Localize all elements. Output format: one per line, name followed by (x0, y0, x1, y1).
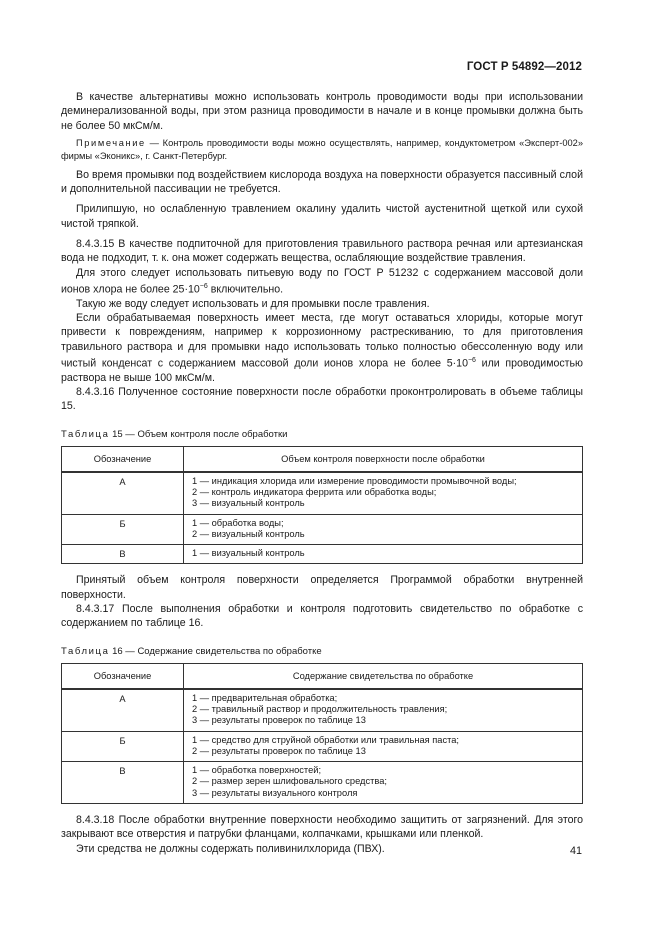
paragraph-accepted-scope: Принятый объем контроля поверхности определяется Программой обработки внутренней поверхности. (61, 574, 583, 601)
paragraph-passive-layer: Во время промывки под воздействием кислорода воздуха на поверхности образуется пассивный слой и дополнительной пассивации не требуется. (61, 168, 583, 196)
paragraph-8-4-3-15: 8.4.3.15 В качестве подпиточной для приготовления травильного раствора речная или артезианская вода не подходит, т. к. она может содержать вещества, ослабляющие воздействие травления. (61, 238, 583, 265)
table-header-scope: Объем контроля поверхности после обработки (184, 446, 583, 472)
table-header-contents: Содержание свидетельства по обработке (184, 663, 583, 689)
document-header: ГОСТ Р 54892—2012 (466, 61, 582, 73)
table-row: В 1 — визуальный контроль (62, 545, 583, 564)
table-row: А 1 — предварительная обработка; 2 — травильный раствор и продолжительность травления; 3 — результаты проверок по таблице 13 (62, 689, 583, 731)
note-text: — Контроль проводимости воды можно осуществлять, например, кондуктометром «Эксперт-002» фирмы «Эконикс», г. Санкт-Петербург. (61, 137, 583, 161)
table-15-caption: Таблица 15 — Объем контроля после обработки (61, 428, 288, 440)
paragraph-pvc: Эти средства не должны содержать поливинилхлорида (ПВХ). (76, 842, 385, 855)
table-header-designation: Обозначение (62, 446, 184, 472)
table-row: Б 1 — обработка воды; 2 — визуальный контроль (62, 514, 583, 545)
paragraph-8-4-3-18: 8.4.3.18 После обработки внутренние поверхности необходимо защитить от загрязнений. Для этого закрывают все отверстия и патрубки фланцами, колпачками, крышками или пленкой. (61, 814, 583, 841)
note-label: Примечание (76, 137, 146, 148)
paragraph-drinking-water: Для этого следует использовать питьевую воду по ГОСТ Р 51232 с содержанием массовой доли ионов хлора не более $25\cdot 10^{-6}$ включительно. (61, 266, 583, 296)
table-header-designation: Обозначение (62, 663, 184, 689)
paragraph-scale-removal: Прилипшую, но ослабленную травлением окалину удалить чистой аустенитной щеткой или сухой чистой тряпкой. (61, 203, 583, 230)
page-body (61, 90, 583, 856)
note (61, 137, 583, 163)
paragraph-chlorides: Если обрабатываемая поверхность имеет места, где могут оставаться хлориды, которые могут привести к повреждениям, например к коррозионному растрескиванию, то для приготовления травильного раствора и для промывки надо использовать только полностью обессоленную воду или чистый конденсат с содержанием массовой доли ионов хлора не более $5\cdot 10^{-6}$ или проводимостью раствора не выше 100 мкСм/м. (61, 312, 583, 384)
paragraph-8-4-3-17: 8.4.3.17 После выполнения обработки и контроля подготовить свидетельство по обработке с содержанием по таблице 16. (61, 603, 583, 630)
table-row: В 1 — обработка поверхностей; 2 — размер зерен шлифовального средства; 3 — результаты визуального контроля (62, 762, 583, 804)
paragraph-alternative: В качестве альтернативы можно использовать контроль проводимости воды при использовании деминерализованной воды, при этом разница проводимости в начале и в конце промывки должна быть не более 50 мкСм/м. (61, 91, 583, 132)
table-16 (61, 663, 583, 804)
table-row: Б 1 — средство для струйной обработки или травильная паста; 2 — результаты проверок по таблице 13 (62, 731, 583, 762)
table-16-caption: Таблица 16 — Содержание свидетельства по обработке (61, 645, 322, 657)
paragraph-8-4-3-16: 8.4.3.16 Полученное состояние поверхности после обработки проконтролировать в объеме таблицы 15. (61, 386, 583, 413)
table-15 (61, 446, 583, 565)
paragraph-same-water: Такую же воду следует использовать и для промывки после травления. (76, 297, 430, 310)
page-number: 41 (569, 845, 582, 857)
table-row: А 1 — индикация хлорида или измерение проводимости промывочной воды; 2 — контроль индикатора феррита или обработка воды; 3 — визуальный контроль (62, 472, 583, 514)
